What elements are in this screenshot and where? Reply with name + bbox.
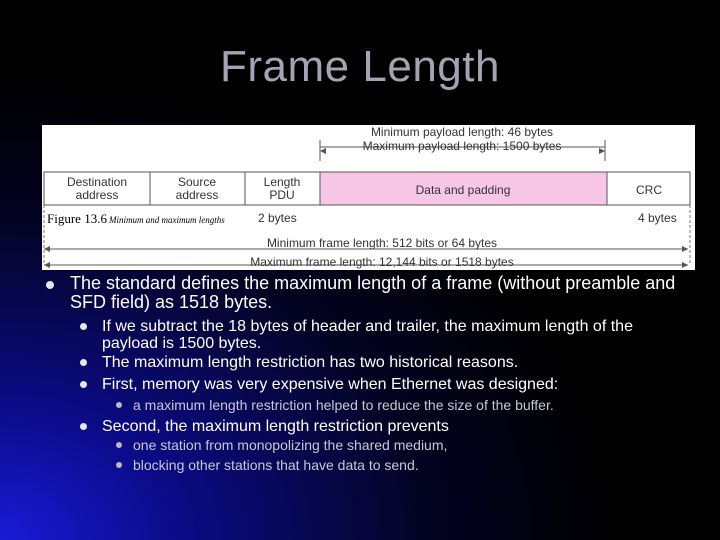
- bullet-sub-4: [80, 418, 690, 435]
- frame-format-figure: [42, 125, 695, 270]
- source-label-2: address: [175, 188, 219, 202]
- bullet-sub-2-text: The maximum length restriction has two historical reasons.: [102, 354, 519, 371]
- bullet-sub-3a-text: a maximum length restriction helped to reduce the size of the buffer.: [133, 397, 554, 413]
- bullet-sub-3a: [116, 397, 676, 413]
- bullet-sub-4b: [116, 457, 676, 473]
- bullet-dot-icon: [116, 402, 122, 408]
- figure-caption-text: Minimum and maximum lengths: [108, 215, 225, 225]
- bullet-dot-icon: [80, 323, 87, 330]
- bullet-sub-1-text: If we subtract the 18 bytes of header and trailer, the maximum length of the payload is 1500 bytes.: [102, 318, 633, 352]
- min-payload-label: Minimum payload length: 46 bytes: [370, 125, 554, 139]
- crc-label: CRC: [636, 183, 662, 197]
- data-label: Data and padding: [415, 183, 511, 197]
- destination-label-2: address: [75, 188, 119, 202]
- min-frame-arrow-left-head: [44, 246, 50, 252]
- bullet-dot-icon: [80, 423, 87, 430]
- bullet-dot-icon: [116, 462, 122, 468]
- max-frame-arrow-left-head: [44, 262, 50, 268]
- bullet-dot-icon: [116, 442, 122, 448]
- max-payload-label: Maximum payload length: 1500 bytes: [362, 139, 562, 153]
- bullet-dot-icon: [46, 281, 54, 289]
- bullet-dot-icon: [80, 381, 87, 388]
- figure-caption: [47, 211, 225, 227]
- length-label-1: Length: [263, 175, 301, 189]
- min-frame-arrow-right-head: [682, 246, 688, 252]
- bullet-main: [46, 274, 686, 312]
- bullet-main-text: The standard defines the maximum length of a frame (without preamble and SFD field) as 1518 bytes.: [70, 273, 676, 312]
- bullet-sub-4a: [116, 437, 676, 453]
- bullet-sub-4a-text: one station from monopolizing the shared medium,: [133, 437, 448, 453]
- length-size: 2 bytes: [258, 211, 297, 225]
- bullet-sub-4-text: Second, the maximum length restriction prevents: [102, 418, 449, 435]
- figure-caption-label: Figure 13.6: [47, 211, 107, 226]
- max-frame-arrow-right-head: [682, 262, 688, 268]
- source-label-1: Source: [177, 175, 217, 189]
- min-frame-label: Minimum frame length: 512 bits or 64 bytes: [266, 236, 498, 250]
- bullet-sub-3-text: First, memory was very expensive when Ethernet was designed:: [102, 376, 559, 393]
- bullet-sub-4b-text: blocking other stations that have data to send.: [133, 457, 419, 473]
- max-frame-label: Maximum frame length: 12,144 bits or 1518 bytes: [250, 255, 514, 269]
- payload-arrow-left-head: [320, 148, 326, 154]
- frame-diagram: [42, 125, 695, 270]
- payload-arrow-right-head: [599, 148, 605, 154]
- bullet-dot-icon: [80, 359, 87, 366]
- bullet-sub-2: [80, 354, 690, 371]
- slide-title: Frame Length: [220, 42, 500, 91]
- crc-size: 4 bytes: [638, 211, 677, 225]
- length-label-2: PDU: [269, 188, 295, 202]
- bullet-sub-3: [80, 376, 690, 393]
- destination-label-1: Destination: [66, 175, 128, 189]
- bullet-sub-1: [80, 318, 690, 352]
